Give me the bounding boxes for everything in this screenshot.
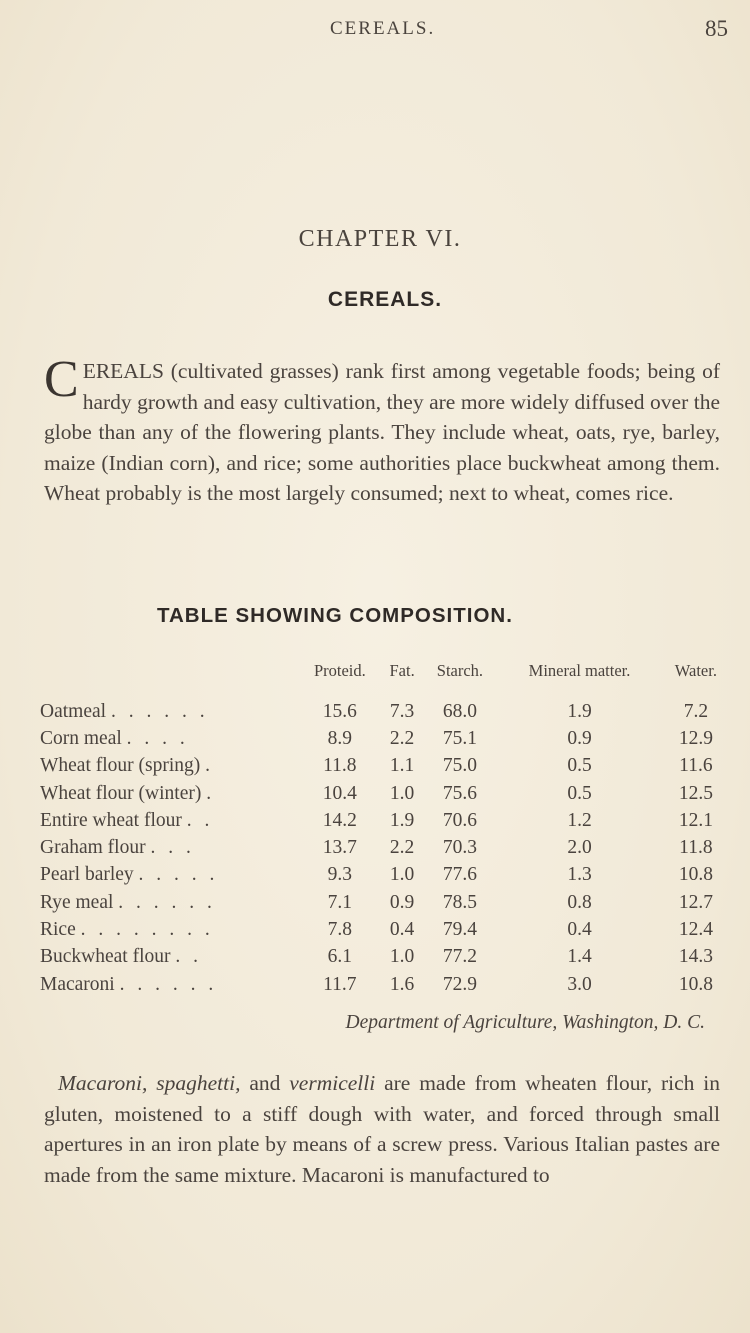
cell-fat: 7.3: [389, 700, 415, 722]
row-label: [40, 944, 298, 971]
table-row: [40, 753, 730, 780]
cell-proteid: 15.6: [322, 700, 357, 722]
cell-water: 11.8: [679, 837, 713, 859]
cell-water: 12.7: [678, 891, 713, 913]
cell-fat: 0.9: [389, 891, 415, 913]
cell-fat: 2.2: [389, 727, 415, 749]
table-row: [40, 807, 730, 834]
cell-proteid: 6.1: [327, 946, 353, 968]
table-row: [40, 698, 730, 725]
row-label: [40, 916, 298, 943]
page-number: 85: [705, 16, 728, 41]
cell-water: 14.3: [678, 946, 713, 968]
cell-mineral: 1.2: [567, 809, 592, 831]
table-row: [40, 780, 730, 807]
cell-mineral: 1.3: [567, 864, 592, 886]
row-label: [40, 834, 298, 861]
chapter-heading: CHAPTER VI.: [298, 226, 462, 252]
cell-proteid: 11.8: [323, 755, 357, 777]
row-name: Macaroni: [40, 973, 115, 995]
table-header-fat: Fat.: [389, 661, 415, 680]
table-header-proteid: Proteid.: [313, 661, 366, 680]
macaroni-paragraph: [44, 1068, 720, 1190]
row-label: [40, 698, 298, 725]
cell-starch: 79.4: [442, 919, 477, 941]
table-header-mineral: Mineral matter.: [528, 661, 631, 680]
cell-mineral: 0.8: [567, 891, 592, 913]
cell-fat: 2.2: [389, 837, 415, 859]
cell-mineral: 0.9: [567, 727, 592, 749]
row-label: [40, 780, 298, 807]
table-row: [40, 889, 730, 916]
cell-fat: 1.6: [389, 973, 415, 995]
table-row: [40, 916, 730, 943]
cell-starch: 72.9: [442, 973, 477, 995]
cell-proteid: 10.4: [322, 782, 357, 804]
row-label: [40, 971, 298, 998]
table-row: [40, 862, 730, 889]
row-name: Wheat flour (winter): [40, 782, 202, 804]
row-label: [40, 862, 298, 889]
cell-fat: 1.0: [389, 946, 415, 968]
cell-proteid: 11.7: [323, 973, 357, 995]
row-label: [40, 807, 298, 834]
table-title: TABLE SHOWING COMPOSITION.: [157, 604, 513, 627]
leader-dots: . . . . .: [138, 864, 219, 886]
intro-text: EREALS (cultivated grasses) rank first among vegetable foods; being of hardy growth and easy cultivation, they are more widely diffused over the globe than any of the flowering plants. They include wheat, oats, rye, barley, maize (Indian corn), and rice; some authorities place buckwheat among them. Wheat probably is the most largely consumed; next to wheat, comes rice.: [44, 359, 720, 505]
cell-mineral: 3.0: [567, 973, 592, 995]
cell-water: 12.1: [678, 809, 713, 831]
cell-starch: 75.6: [442, 782, 477, 804]
composition-table: [40, 662, 730, 998]
leader-dots: . . . . . . . .: [80, 919, 214, 941]
drop-cap: C: [44, 351, 79, 408]
row-name: Graham flour: [40, 837, 146, 859]
row-name: Corn meal: [40, 727, 122, 749]
row-label: [40, 725, 298, 752]
table-header-row: [40, 662, 730, 698]
leader-dots: .: [205, 755, 215, 777]
row-label: [40, 753, 298, 780]
cell-water: 12.4: [678, 919, 713, 941]
section-title: CEREALS.: [327, 288, 443, 311]
table-row: [40, 971, 730, 998]
row-name: Wheat flour (spring): [40, 755, 201, 777]
cell-water: 10.8: [678, 973, 713, 995]
cell-proteid: 9.3: [327, 864, 353, 886]
leader-dots: . . . . . .: [118, 891, 216, 913]
cell-proteid: 7.1: [327, 891, 353, 913]
cell-water: 12.5: [678, 782, 713, 804]
cell-water: 11.6: [679, 755, 713, 777]
cell-mineral: 1.9: [567, 700, 592, 722]
cell-fat: 1.9: [389, 809, 415, 831]
term-vermicelli: vermicelli: [289, 1071, 376, 1095]
cell-water: 10.8: [678, 864, 713, 886]
cell-mineral: 2.0: [567, 837, 592, 859]
running-head: [0, 14, 750, 48]
cell-proteid: 7.8: [327, 919, 353, 941]
row-name: Pearl barley: [40, 864, 134, 886]
table-header-starch: Starch.: [436, 661, 484, 680]
cell-starch: 78.5: [442, 891, 477, 913]
leader-dots: .: [206, 782, 216, 804]
cell-starch: 70.6: [442, 809, 477, 831]
cell-fat: 0.4: [389, 919, 415, 941]
cell-starch: 77.2: [442, 946, 477, 968]
cell-starch: 70.3: [442, 837, 477, 859]
cell-proteid: 8.9: [327, 727, 353, 749]
leader-dots: . . .: [150, 837, 195, 859]
leader-dots: . .: [175, 946, 203, 968]
cell-mineral: 0.4: [567, 919, 592, 941]
table-source: Department of Agriculture, Washington, D. C.: [345, 1012, 705, 1033]
table-body: [40, 698, 730, 998]
row-name: Rye meal: [40, 891, 114, 913]
leader-dots: . . . . . .: [119, 973, 218, 995]
cell-mineral: 0.5: [567, 782, 592, 804]
row-name: Oatmeal: [40, 700, 107, 722]
intro-paragraph: [44, 351, 720, 509]
table-row: [40, 725, 730, 752]
cell-fat: 1.0: [389, 782, 415, 804]
cell-starch: 75.1: [442, 727, 477, 749]
macaroni-text: are made from wheaten flour, rich in gluten, moistened to a stiff dough with water, and forced through small apertures in an iron plate by means of a screw press. Various Italian pastes are made from the same mixture. Macaroni is manufactured to: [44, 1071, 721, 1187]
cell-mineral: 0.5: [567, 755, 592, 777]
cell-water: 12.9: [678, 727, 713, 749]
table-header-water: Water.: [674, 661, 717, 680]
table-row: [40, 944, 730, 971]
cell-water: 7.2: [683, 700, 709, 722]
leader-dots: . . . . . .: [110, 700, 209, 722]
cell-fat: 1.0: [389, 864, 415, 886]
table-row: [40, 834, 730, 861]
leader-dots: . . . .: [126, 727, 189, 749]
leader-dots: . .: [186, 809, 214, 831]
row-label: [40, 889, 298, 916]
and-word: and: [249, 1071, 281, 1095]
cell-proteid: 13.7: [322, 837, 357, 859]
cell-fat: 1.1: [389, 755, 415, 777]
row-name: Rice: [40, 919, 76, 941]
cell-starch: 68.0: [442, 700, 477, 722]
cell-starch: 77.6: [442, 864, 477, 886]
table-header-empty: [40, 662, 298, 698]
term-macaroni: Macaroni, spaghetti,: [58, 1071, 241, 1095]
running-title: CEREALS.: [330, 18, 436, 39]
cell-proteid: 14.2: [322, 809, 357, 831]
row-name: Buckwheat flour: [40, 946, 171, 968]
cell-starch: 75.0: [442, 755, 477, 777]
row-name: Entire wheat flour: [40, 809, 182, 831]
cell-mineral: 1.4: [567, 946, 592, 968]
